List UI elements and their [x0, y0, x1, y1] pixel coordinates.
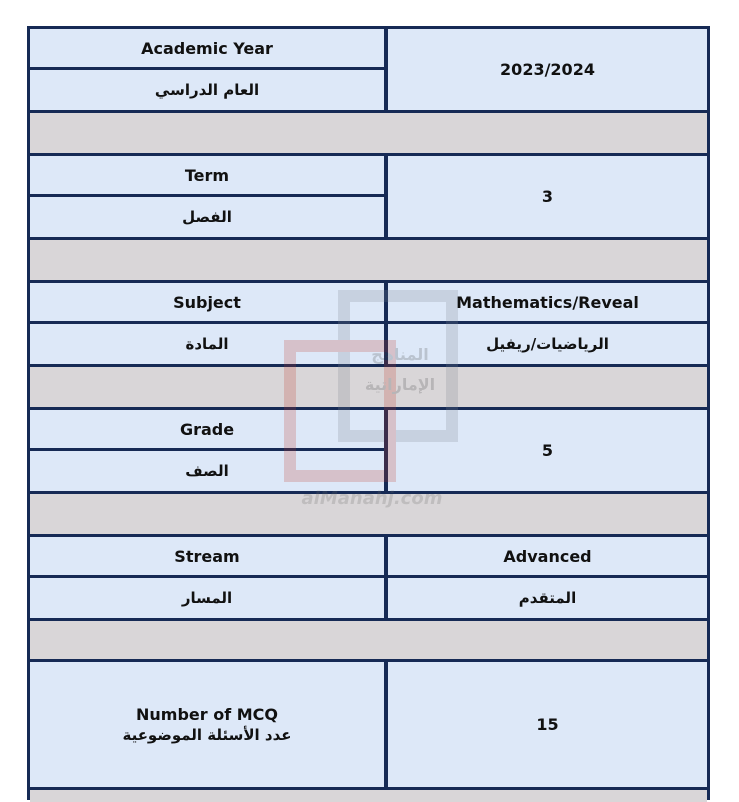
- grade-value: 5: [388, 410, 707, 491]
- academic-year-label-ar: العام الدراسي: [30, 70, 384, 110]
- academic-year-label-en: Academic Year: [30, 29, 384, 67]
- term-label-en: Term: [30, 156, 384, 194]
- term-label-ar: الفصل: [30, 197, 384, 237]
- separator-row: [30, 113, 707, 153]
- grade-label-en: Grade: [30, 410, 384, 448]
- mcq-value: 15: [388, 662, 707, 787]
- watermark-text-2: الإماراتية: [364, 375, 436, 394]
- separator-row: [30, 367, 707, 407]
- academic-year-value: 2023/2024: [388, 29, 707, 110]
- separator-row: [30, 621, 707, 659]
- grade-label-ar: الصف: [30, 451, 384, 491]
- mcq-label-ar: عدد الأسئلة الموضوعية: [122, 725, 292, 744]
- subject-label-ar: المادة: [30, 324, 384, 364]
- subject-label-en: Subject: [30, 283, 384, 321]
- stream-value-en: Advanced: [388, 537, 707, 575]
- separator-row: [30, 240, 707, 280]
- separator-row: [30, 790, 707, 802]
- stream-value-ar: المتقدم: [388, 578, 707, 618]
- separator-row: [30, 494, 707, 534]
- watermark-latin: alManahj.com: [301, 488, 443, 509]
- subject-value-ar: الرياضيات/ريفيل: [388, 324, 707, 364]
- watermark-text-1: المناهج: [371, 345, 429, 364]
- stream-label-ar: المسار: [30, 578, 384, 618]
- info-table: [27, 26, 710, 800]
- stream-label-en: Stream: [30, 537, 384, 575]
- term-value: 3: [388, 156, 707, 237]
- mcq-label-en: Number of MCQ: [135, 704, 278, 724]
- mcq-label: [30, 662, 384, 787]
- subject-value-en: Mathematics/Reveal: [388, 283, 707, 321]
